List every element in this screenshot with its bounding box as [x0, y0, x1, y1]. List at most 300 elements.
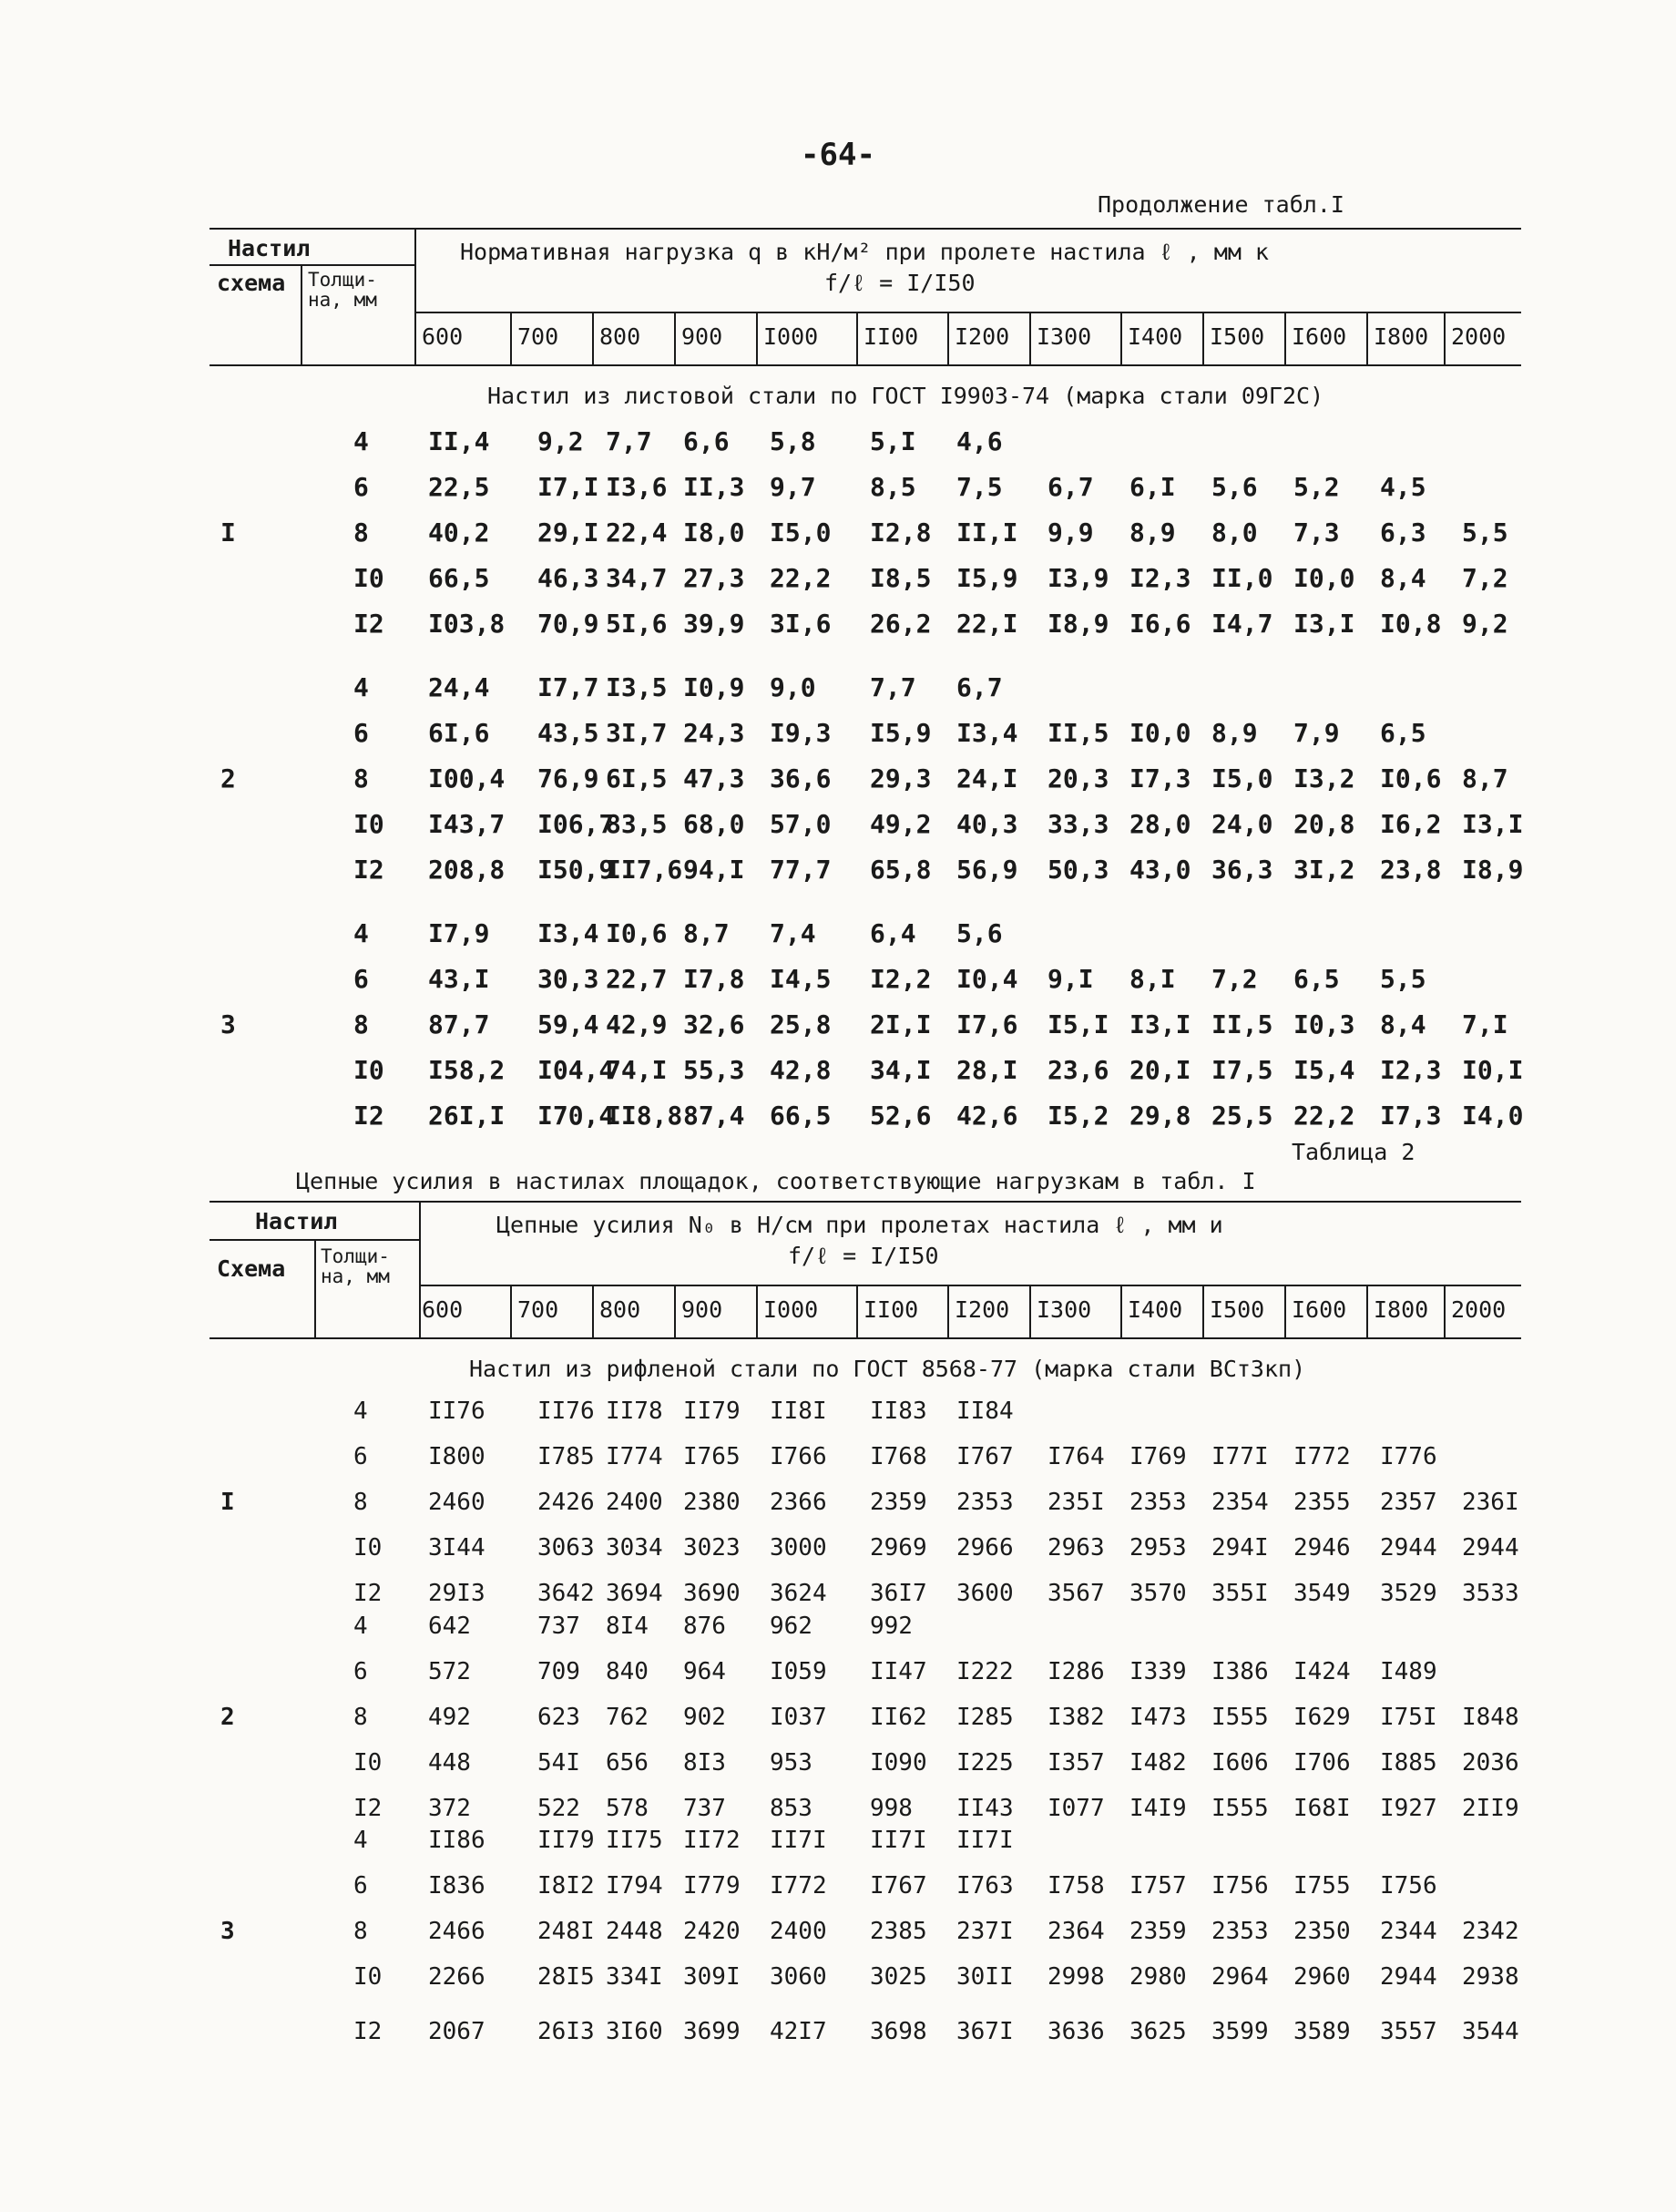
thickness-cell: 6	[353, 1443, 368, 1470]
thickness-cell: 8	[353, 1489, 368, 1516]
value-cell: 7,2	[1211, 964, 1258, 994]
value-cell: I489	[1380, 1658, 1437, 1685]
value-cell: 2953	[1129, 1534, 1187, 1562]
value-cell: I7,3	[1380, 1101, 1442, 1131]
value-cell: I482	[1129, 1749, 1187, 1777]
value-cell: 3533	[1462, 1580, 1519, 1607]
value-cell: 2448	[606, 1918, 663, 1945]
t2-schema-I: I	[220, 1489, 235, 1516]
value-cell: 737	[537, 1613, 580, 1640]
value-cell: I5,9	[870, 718, 932, 748]
value-cell: II8,8	[606, 1101, 683, 1131]
value-cell: I8,0	[683, 517, 745, 548]
t2-hdr-title-line1: Цепные усилия N₀ в Н/см при пролетах настила ℓ , мм и	[496, 1212, 1223, 1238]
value-cell: I3,4	[537, 918, 599, 948]
value-cell: II62	[870, 1704, 927, 1731]
value-cell: I06,7	[537, 809, 615, 839]
value-cell: 94,I	[683, 855, 745, 885]
value-cell: 2963	[1048, 1534, 1105, 1562]
value-cell: I756	[1380, 1872, 1437, 1900]
value-cell: 448	[428, 1749, 471, 1777]
value-cell: 20,I	[1129, 1055, 1191, 1085]
value-cell: 355I	[1211, 1580, 1269, 1607]
value-cell: 992	[870, 1613, 913, 1640]
value-cell: 22,2	[770, 563, 832, 593]
value-cell: I768	[870, 1443, 927, 1470]
value-cell: I424	[1293, 1658, 1351, 1685]
value-cell: 3625	[1129, 2018, 1187, 2045]
value-cell: II,5	[1211, 1009, 1273, 1039]
value-cell: I769	[1129, 1443, 1187, 1470]
value-cell: II84	[956, 1398, 1014, 1425]
value-cell: 36I7	[870, 1580, 927, 1607]
value-cell: 5,6	[956, 918, 1003, 948]
value-cell: 6,5	[1380, 718, 1426, 748]
thickness-cell: 8	[353, 517, 369, 548]
t2-col-0: 600	[422, 1296, 464, 1323]
value-cell: 709	[537, 1658, 580, 1685]
value-cell: 8,4	[1380, 563, 1426, 593]
value-cell: 2366	[770, 1489, 827, 1516]
value-cell: 8,7	[683, 918, 730, 948]
value-cell: 2036	[1462, 1749, 1519, 1777]
t1-col-8: I400	[1128, 323, 1183, 350]
value-cell: I3,6	[606, 472, 668, 502]
t1-hdr-title-line2: f/ℓ = I/I50	[824, 270, 976, 296]
value-cell: II75	[606, 1827, 663, 1854]
t1-schema-3: 3	[220, 1009, 236, 1039]
value-cell: 578	[606, 1795, 649, 1822]
value-cell: I3,I	[1462, 809, 1524, 839]
value-cell: 623	[537, 1704, 580, 1731]
value-cell: I765	[683, 1443, 741, 1470]
value-cell: 953	[770, 1749, 812, 1777]
value-cell: I3,4	[956, 718, 1018, 748]
value-cell: 876	[683, 1613, 726, 1640]
value-cell: 3600	[956, 1580, 1014, 1607]
thickness-cell: 4	[353, 918, 369, 948]
value-cell: 2966	[956, 1534, 1014, 1562]
t1-col-7: I300	[1037, 323, 1092, 350]
t1-hdr-schema: схема	[217, 270, 286, 296]
value-cell: 3060	[770, 1963, 827, 1991]
value-cell: 2357	[1380, 1489, 1437, 1516]
thickness-cell: I0	[353, 1534, 383, 1562]
value-cell: 70,9	[537, 609, 599, 639]
value-cell: 334I	[606, 1963, 663, 1991]
value-cell: I767	[870, 1872, 927, 1900]
value-cell: 237I	[956, 1918, 1014, 1945]
t1-hdr-title-line1: Нормативная нагрузка q в кН/м² при пролете настила ℓ , мм к	[460, 239, 1269, 265]
thickness-cell: I2	[353, 2018, 383, 2045]
t2-col-9: I500	[1210, 1296, 1265, 1323]
value-cell: 492	[428, 1704, 471, 1731]
thickness-cell: 4	[353, 1398, 368, 1425]
value-cell: 6,7	[1048, 472, 1094, 502]
value-cell: I836	[428, 1872, 485, 1900]
value-cell: 2426	[537, 1489, 595, 1516]
value-cell: 57,0	[770, 809, 832, 839]
value-cell: 3000	[770, 1534, 827, 1562]
value-cell: 9,I	[1048, 964, 1094, 994]
thickness-cell: 4	[353, 1827, 368, 1854]
value-cell: 3034	[606, 1534, 663, 1562]
value-cell: 30II	[956, 1963, 1014, 1991]
value-cell: 6I,5	[606, 763, 668, 794]
t1-col-2: 800	[599, 323, 641, 350]
value-cell: 2420	[683, 1918, 741, 1945]
value-cell: 7,I	[1462, 1009, 1508, 1039]
value-cell: 7,4	[770, 918, 816, 948]
thickness-cell: 8	[353, 763, 369, 794]
value-cell: 42,9	[606, 1009, 668, 1039]
value-cell: 3699	[683, 2018, 741, 2045]
value-cell: 54I	[537, 1749, 580, 1777]
value-cell: 3529	[1380, 1580, 1437, 1607]
value-cell: I3,I	[1293, 609, 1355, 639]
value-cell: 236I	[1462, 1489, 1519, 1516]
value-cell: 2067	[428, 2018, 485, 2045]
value-cell: 66,5	[428, 563, 490, 593]
value-cell: 6,I	[1129, 472, 1176, 502]
value-cell: 36,3	[1211, 855, 1273, 885]
value-cell: 9,2	[537, 426, 584, 456]
value-cell: I555	[1211, 1704, 1269, 1731]
value-cell: I0,0	[1129, 718, 1191, 748]
value-cell: I03,8	[428, 609, 506, 639]
thickness-cell: I2	[353, 609, 384, 639]
t1-col-9: I500	[1210, 323, 1265, 350]
value-cell: I4I9	[1129, 1795, 1187, 1822]
value-cell: 9,7	[770, 472, 816, 502]
value-cell: 8,4	[1380, 1009, 1426, 1039]
value-cell: I8,9	[1462, 855, 1524, 885]
value-cell: 23,6	[1048, 1055, 1109, 1085]
value-cell: I0,3	[1293, 1009, 1355, 1039]
value-cell: I2,3	[1129, 563, 1191, 593]
value-cell: 964	[683, 1658, 726, 1685]
value-cell: 5,6	[1211, 472, 1258, 502]
t2-schema-3: 3	[220, 1918, 235, 1945]
value-cell: I2,2	[870, 964, 932, 994]
value-cell: 2266	[428, 1963, 485, 1991]
value-cell: 22,5	[428, 472, 490, 502]
value-cell: I473	[1129, 1704, 1187, 1731]
continuation-label: Продолжение табл.I	[1098, 191, 1344, 218]
value-cell: 2944	[1462, 1534, 1519, 1562]
t2-hdr-schema: Схема	[217, 1255, 286, 1282]
value-cell: I0,8	[1380, 609, 1442, 639]
value-cell: 40,3	[956, 809, 1018, 839]
thickness-cell: 4	[353, 672, 369, 702]
value-cell: 998	[870, 1795, 913, 1822]
value-cell: 4,5	[1380, 472, 1426, 502]
value-cell: I382	[1048, 1704, 1105, 1731]
value-cell: 28,I	[956, 1055, 1018, 1085]
value-cell: II76	[537, 1398, 595, 1425]
value-cell: I763	[956, 1872, 1014, 1900]
value-cell: 294I	[1211, 1534, 1269, 1562]
value-cell: I7,7	[537, 672, 599, 702]
value-cell: 6I,6	[428, 718, 490, 748]
value-cell: 29,8	[1129, 1101, 1191, 1131]
value-cell: 3567	[1048, 1580, 1105, 1607]
value-cell: I7,8	[683, 964, 745, 994]
value-cell: 36,6	[770, 763, 832, 794]
value-cell: 42,8	[770, 1055, 832, 1085]
t1-col-3: 900	[681, 323, 723, 350]
thickness-cell: 6	[353, 472, 369, 502]
value-cell: 2353	[1211, 1918, 1269, 1945]
value-cell: 309I	[683, 1963, 741, 1991]
value-cell: I6,2	[1380, 809, 1442, 839]
value-cell: I286	[1048, 1658, 1105, 1685]
value-cell: I339	[1129, 1658, 1187, 1685]
value-cell: 59,4	[537, 1009, 599, 1039]
value-cell: 24,3	[683, 718, 745, 748]
value-cell: I68I	[1293, 1795, 1351, 1822]
t2-col-5: II00	[864, 1296, 919, 1323]
value-cell: 7,9	[1293, 718, 1340, 748]
value-cell: I3,5	[606, 672, 668, 702]
value-cell: 3698	[870, 2018, 927, 2045]
value-cell: I5,I	[1048, 1009, 1109, 1039]
value-cell: 3I44	[428, 1534, 485, 1562]
thickness-cell: I2	[353, 1580, 383, 1607]
thickness-cell: 8	[353, 1918, 368, 1945]
t1-col-10: I600	[1292, 323, 1347, 350]
value-cell: I8,9	[1048, 609, 1109, 639]
value-cell: 43,5	[537, 718, 599, 748]
value-cell: II7,6	[606, 855, 683, 885]
value-cell: 2353	[956, 1489, 1014, 1516]
value-cell: I386	[1211, 1658, 1269, 1685]
value-cell: 29,I	[537, 517, 599, 548]
value-cell: 8I3	[683, 1749, 726, 1777]
value-cell: 2II9	[1462, 1795, 1519, 1822]
value-cell: I58,2	[428, 1055, 506, 1085]
value-cell: I7,I	[537, 472, 599, 502]
value-cell: 5,2	[1293, 472, 1340, 502]
t2-col-11: I800	[1374, 1296, 1429, 1323]
value-cell: 7,7	[606, 426, 652, 456]
value-cell: 2944	[1380, 1963, 1437, 1991]
value-cell: 34,I	[870, 1055, 932, 1085]
value-cell: 2466	[428, 1918, 485, 1945]
value-cell: 2969	[870, 1534, 927, 1562]
value-cell: 5,8	[770, 426, 816, 456]
value-cell: I3,I	[1129, 1009, 1191, 1039]
value-cell: 3I60	[606, 2018, 663, 2045]
value-cell: I285	[956, 1704, 1014, 1731]
value-cell: I779	[683, 1872, 741, 1900]
value-cell: 24,0	[1211, 809, 1273, 839]
value-cell: 66,5	[770, 1101, 832, 1131]
t1-col-11: I800	[1374, 323, 1429, 350]
value-cell: II83	[870, 1398, 927, 1425]
value-cell: 26,2	[870, 609, 932, 639]
value-cell: I50,9	[537, 855, 615, 885]
thickness-cell: 6	[353, 964, 369, 994]
value-cell: I5,0	[1211, 763, 1273, 794]
value-cell: 2359	[870, 1489, 927, 1516]
value-cell: 2353	[1129, 1489, 1187, 1516]
value-cell: I0,9	[683, 672, 745, 702]
value-cell: I758	[1048, 1872, 1105, 1900]
value-cell: 43,0	[1129, 855, 1191, 885]
value-cell: 3023	[683, 1534, 741, 1562]
t1-col-1: 700	[517, 323, 559, 350]
value-cell: 5,5	[1462, 517, 1508, 548]
value-cell: 2344	[1380, 1918, 1437, 1945]
value-cell: 3690	[683, 1580, 741, 1607]
value-cell: I706	[1293, 1749, 1351, 1777]
value-cell: II78	[606, 1398, 663, 1425]
value-cell: 87,7	[428, 1009, 490, 1039]
value-cell: 24,I	[956, 763, 1018, 794]
value-cell: 840	[606, 1658, 649, 1685]
value-cell: 5,I	[870, 426, 916, 456]
value-cell: 8,9	[1211, 718, 1258, 748]
value-cell: 2960	[1293, 1963, 1351, 1991]
value-cell: 3549	[1293, 1580, 1351, 1607]
value-cell: 235I	[1048, 1489, 1105, 1516]
value-cell: I629	[1293, 1704, 1351, 1731]
value-cell: I785	[537, 1443, 595, 1470]
value-cell: 43,I	[428, 964, 490, 994]
value-cell: I7,5	[1211, 1055, 1273, 1085]
value-cell: II47	[870, 1658, 927, 1685]
value-cell: I222	[956, 1658, 1014, 1685]
value-cell: 3599	[1211, 2018, 1269, 2045]
value-cell: 22,2	[1293, 1101, 1355, 1131]
value-cell: 22,7	[606, 964, 668, 994]
value-cell: 902	[683, 1704, 726, 1731]
value-cell: II7I	[956, 1827, 1014, 1854]
value-cell: 2359	[1129, 1918, 1187, 1945]
t2-col-10: I600	[1292, 1296, 1347, 1323]
value-cell: I00,4	[428, 763, 506, 794]
value-cell: 9,0	[770, 672, 816, 702]
value-cell: 20,8	[1293, 809, 1355, 839]
value-cell: 3544	[1462, 2018, 1519, 2045]
t2-hdr-thickness: Толщи-на, мм	[321, 1245, 390, 1287]
value-cell: 23,8	[1380, 855, 1442, 885]
value-cell: 522	[537, 1795, 580, 1822]
value-cell: 2946	[1293, 1534, 1351, 1562]
value-cell: II79	[683, 1398, 741, 1425]
value-cell: 55,3	[683, 1055, 745, 1085]
value-cell: 29I3	[428, 1580, 485, 1607]
value-cell: 39,9	[683, 609, 745, 639]
value-cell: 572	[428, 1658, 471, 1685]
value-cell: II7I	[770, 1827, 827, 1854]
thickness-cell: I0	[353, 1963, 383, 1991]
thickness-cell: I2	[353, 1101, 384, 1131]
value-cell: I4,5	[770, 964, 832, 994]
value-cell: II,0	[1211, 563, 1273, 593]
value-cell: 3624	[770, 1580, 827, 1607]
value-cell: 3636	[1048, 2018, 1105, 2045]
value-cell: I772	[770, 1872, 827, 1900]
t1-col-4: I000	[763, 323, 819, 350]
value-cell: 2998	[1048, 1963, 1105, 1991]
value-cell: I8I2	[537, 1872, 595, 1900]
value-cell: I77I	[1211, 1443, 1269, 1470]
thickness-cell: I2	[353, 855, 384, 885]
value-cell: 248I	[537, 1918, 595, 1945]
value-cell: I885	[1380, 1749, 1437, 1777]
value-cell: 2944	[1380, 1534, 1437, 1562]
t2-col-6: I200	[955, 1296, 1010, 1323]
t2-label: Таблица 2	[1292, 1139, 1415, 1165]
value-cell: 25,8	[770, 1009, 832, 1039]
value-cell: I4,7	[1211, 609, 1273, 639]
value-cell: I04,4	[537, 1055, 615, 1085]
value-cell: I7,3	[1129, 763, 1191, 794]
value-cell: I2,3	[1380, 1055, 1442, 1085]
value-cell: 24,4	[428, 672, 490, 702]
value-cell: 3589	[1293, 2018, 1351, 2045]
t1-col-0: 600	[422, 323, 464, 350]
value-cell: 49,2	[870, 809, 932, 839]
value-cell: 25,5	[1211, 1101, 1273, 1131]
value-cell: I0,0	[1293, 563, 1355, 593]
value-cell: 7,5	[956, 472, 1003, 502]
value-cell: 2350	[1293, 1918, 1351, 1945]
value-cell: I225	[956, 1749, 1014, 1777]
value-cell: 27,3	[683, 563, 745, 593]
value-cell: 42,6	[956, 1101, 1018, 1131]
t1-schema-I: I	[220, 517, 236, 548]
value-cell: 2938	[1462, 1963, 1519, 1991]
value-cell: I800	[428, 1443, 485, 1470]
value-cell: 2364	[1048, 1918, 1105, 1945]
value-cell: 2385	[870, 1918, 927, 1945]
value-cell: 9,9	[1048, 517, 1094, 548]
value-cell: 3025	[870, 1963, 927, 1991]
value-cell: 2I,I	[870, 1009, 932, 1039]
value-cell: 8,I	[1129, 964, 1176, 994]
value-cell: 2380	[683, 1489, 741, 1516]
value-cell: II,3	[683, 472, 745, 502]
value-cell: 29,3	[870, 763, 932, 794]
value-cell: 33,3	[1048, 809, 1109, 839]
value-cell: 3642	[537, 1580, 595, 1607]
value-cell: 3557	[1380, 2018, 1437, 2045]
t2-caption: Цепные усилия в настилах площадок, соответствующие нагрузкам в табл. I	[296, 1168, 1256, 1194]
value-cell: 28I5	[537, 1963, 595, 1991]
thickness-cell: 4	[353, 1613, 368, 1640]
value-cell: I772	[1293, 1443, 1351, 1470]
value-cell: I059	[770, 1658, 827, 1685]
value-cell: 56,9	[956, 855, 1018, 885]
thickness-cell: I2	[353, 1795, 383, 1822]
t1-col-6: I200	[955, 323, 1010, 350]
value-cell: I927	[1380, 1795, 1437, 1822]
value-cell: I7,9	[428, 918, 490, 948]
t2-col-1: 700	[517, 1296, 559, 1323]
value-cell: 9,2	[1462, 609, 1508, 639]
value-cell: I5,4	[1293, 1055, 1355, 1085]
value-cell: 65,8	[870, 855, 932, 885]
value-cell: 47,3	[683, 763, 745, 794]
t2-schema-2: 2	[220, 1704, 235, 1731]
value-cell: 76,9	[537, 763, 599, 794]
t2-col-2: 800	[599, 1296, 641, 1323]
thickness-cell: I0	[353, 1749, 383, 1777]
value-cell: 2980	[1129, 1963, 1187, 1991]
